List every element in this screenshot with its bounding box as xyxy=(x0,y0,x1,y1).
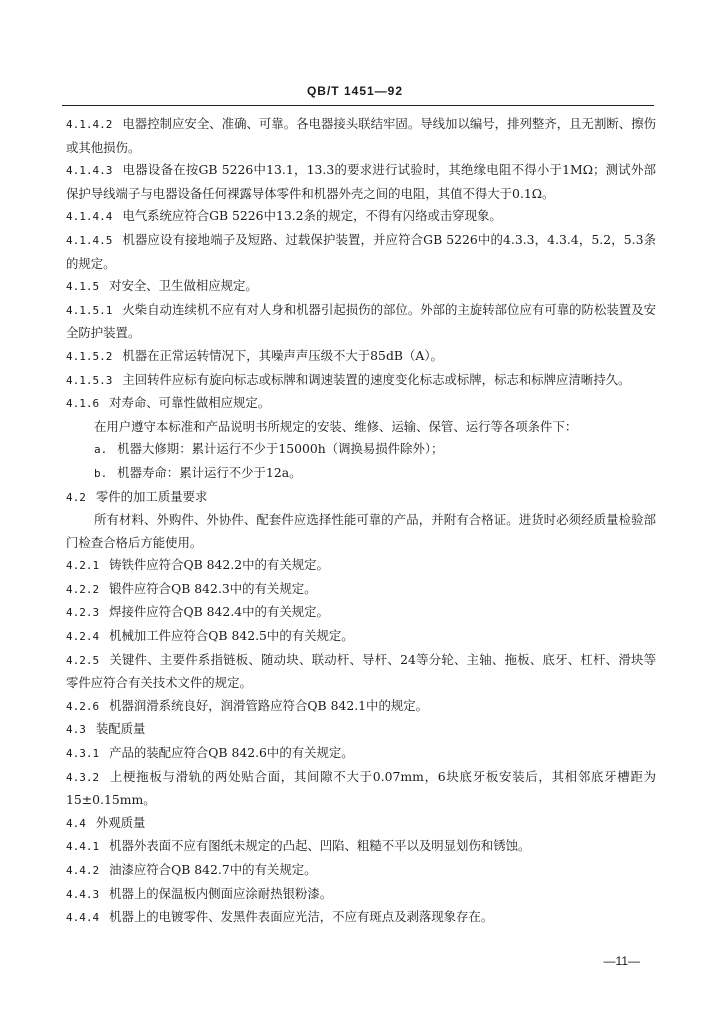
clause-paragraph xyxy=(66,766,656,812)
clause-paragraph xyxy=(66,554,656,578)
clause-paragraph xyxy=(66,462,656,486)
clause-paragraph xyxy=(66,649,656,695)
clause-text: 电器控制应安全、准确、可靠。各电器接头联结牢固。导线加以编号，排列整齐，且无割断、擦伤或其他损伤。 xyxy=(66,116,656,155)
clause-number: 4.4.3 xyxy=(66,887,100,901)
clause-paragraph xyxy=(66,392,656,416)
clause-number: 4.1.4.2 xyxy=(66,118,113,131)
clause-number: 4.2 xyxy=(66,490,86,504)
header-rule xyxy=(62,105,654,106)
clause-number: 4.2.2 xyxy=(66,582,100,596)
clause-paragraph xyxy=(66,601,656,625)
clause-paragraph xyxy=(66,906,656,930)
clause-number: 4.1.4.5 xyxy=(66,233,113,247)
clause-paragraph xyxy=(66,229,656,275)
clause-paragraph xyxy=(66,718,656,742)
clause-text: 装配质量 xyxy=(95,721,146,737)
clause-text: 机器外表面不应有图纸未规定的凸起、凹陷、粗糙不平以及明显划伤和锈蚀。 xyxy=(109,838,531,854)
clause-text: 机械加工件应符合QB 842.5中的有关规定。 xyxy=(109,628,354,644)
clause-text: 所有材料、外购件、外协件、配套件应选择性能可靠的产品，并附有合格证。进货时必须经质量检验部门检查合格后方能使用。 xyxy=(66,512,656,550)
clause-paragraph xyxy=(66,438,656,462)
clause-paragraph xyxy=(66,113,656,159)
clause-number: 4.1.4.3 xyxy=(66,164,113,178)
clause-number: 4.1.5.2 xyxy=(66,349,113,363)
clause-text: 关键件、主要件系指链板、随动块、联动杆、导杆、24等分轮、主轴、拖板、底牙、杠杆、滑块等零件应符合有关技术文件的规定。 xyxy=(66,651,656,691)
clause-paragraph xyxy=(66,883,656,907)
clause-paragraph xyxy=(66,742,656,766)
clause-text: 产品的装配应符合QB 842.6中的有关规定。 xyxy=(109,745,354,761)
clause-number: 4.1.5.1 xyxy=(66,303,113,317)
clause-paragraph xyxy=(66,859,656,883)
clause-paragraph xyxy=(66,578,656,602)
clause-text: 机器润滑系统良好，润滑管路应符合QB 842.1中的规定。 xyxy=(109,697,429,713)
clause-text: 锻件应符合QB 842.3中的有关规定。 xyxy=(109,580,317,596)
clause-number: 4.3 xyxy=(66,723,86,737)
clause-text: 电气系统应符合GB 5226中13.2条的规定，不得有闪络或击穿现象。 xyxy=(122,208,502,224)
clause-number: 4.1.5 xyxy=(66,280,100,294)
clause-number: 4.1.5.3 xyxy=(66,373,113,387)
clause-paragraph xyxy=(66,486,656,510)
clause-text: 铸铁件应符合QB 842.2中的有关规定。 xyxy=(109,557,329,573)
clause-number: 4.1.6 xyxy=(66,397,100,411)
clause-number: 4.3.1 xyxy=(66,747,100,761)
document-body xyxy=(66,113,656,930)
clause-paragraph xyxy=(66,345,656,369)
clause-number: 4.1.4.4 xyxy=(66,210,113,224)
clause-text: 火柴自动连续机不应有对人身和机器引起损伤的部位。外部的主旋转部位应有可靠的防松装置及安全防护装置。 xyxy=(66,301,656,341)
clause-number: 4.2.1 xyxy=(66,559,100,573)
clause-text: 主回转件应标有旋向标志或标牌和调速装置的速度变化标志或标牌，标志和标牌应清晰持久。 xyxy=(122,371,631,387)
clause-paragraph xyxy=(66,625,656,649)
clause-number: 4.2.3 xyxy=(66,606,100,620)
clause-text: 油漆应符合QB 842.7中的有关规定。 xyxy=(109,862,317,877)
clause-text: 机器大修期：累计运行不少于15000h（调换易损件除外）； xyxy=(117,441,444,457)
clause-number: b. xyxy=(94,466,108,480)
clause-text: 焊接件应符合QB 842.4中的有关规定。 xyxy=(109,604,329,620)
clause-paragraph xyxy=(66,159,656,205)
page-header: QB/T 1451—92 xyxy=(306,84,404,98)
clause-text: 对寿命、可靠性做相应规定。 xyxy=(109,395,271,411)
clause-text: 机器上的电镀零件、发黑件表面应光洁，不应有斑点及剥落现象存在。 xyxy=(109,909,494,925)
page-number: —11— xyxy=(603,954,640,968)
clause-number: 4.4.2 xyxy=(66,864,100,877)
clause-text: 对安全、卫生做相应规定。 xyxy=(109,278,258,294)
clause-number: 4.2.5 xyxy=(66,653,100,667)
clause-paragraph xyxy=(66,369,656,393)
clause-number: 4.4 xyxy=(66,816,86,830)
clause-paragraph xyxy=(66,416,656,439)
clause-paragraph xyxy=(66,509,656,554)
clause-number: a. xyxy=(94,443,108,457)
clause-paragraph xyxy=(66,275,656,299)
clause-number: 4.4.1 xyxy=(66,840,100,854)
clause-text: 零件的加工质量要求 xyxy=(95,488,208,504)
clause-text: 电器设备在按GB 5226中13.1，13.3的要求进行试验时，其绝缘电阻不得小于1MΩ；测试外部保护导线端子与电器设备任何裸露导体零件和机器外壳之间的电阻，其值不得大于0.1Ω。 xyxy=(66,162,656,201)
clause-paragraph xyxy=(66,205,656,229)
clause-text: 外观质量 xyxy=(95,814,146,830)
clause-paragraph xyxy=(66,835,656,859)
clause-number: 4.4.4 xyxy=(66,911,100,925)
clause-text: 机器寿命：累计运行不少于12a。 xyxy=(117,464,302,480)
clause-text: 上梗拖板与滑轨的两处贴合面，其间隙不大于0.07mm，6块底牙板安装后，其相邻底牙槽距为15±0.15mm。 xyxy=(66,768,656,808)
clause-text: 在用户遵守本标准和产品说明书所规定的安装、维修、运输、保管、运行等各项条件下： xyxy=(94,418,578,434)
clause-text: 机器在正常运转情况下，其噪声声压级不大于85dB（A）。 xyxy=(122,347,443,363)
clause-paragraph xyxy=(66,812,656,836)
clause-number: 4.2.4 xyxy=(66,630,100,644)
clause-number: 4.2.6 xyxy=(66,699,100,713)
clause-text: 机器上的保温板内侧面应涂耐热银粉漆。 xyxy=(109,885,333,901)
clause-paragraph xyxy=(66,299,656,345)
clause-number: 4.3.2 xyxy=(66,770,100,784)
clause-text: 机器应设有接地端子及短路、过载保护装置，并应符合GB 5226中的4.3.3，4.3.4，5.2，5.3条的规定。 xyxy=(66,231,656,271)
clause-paragraph xyxy=(66,695,656,719)
